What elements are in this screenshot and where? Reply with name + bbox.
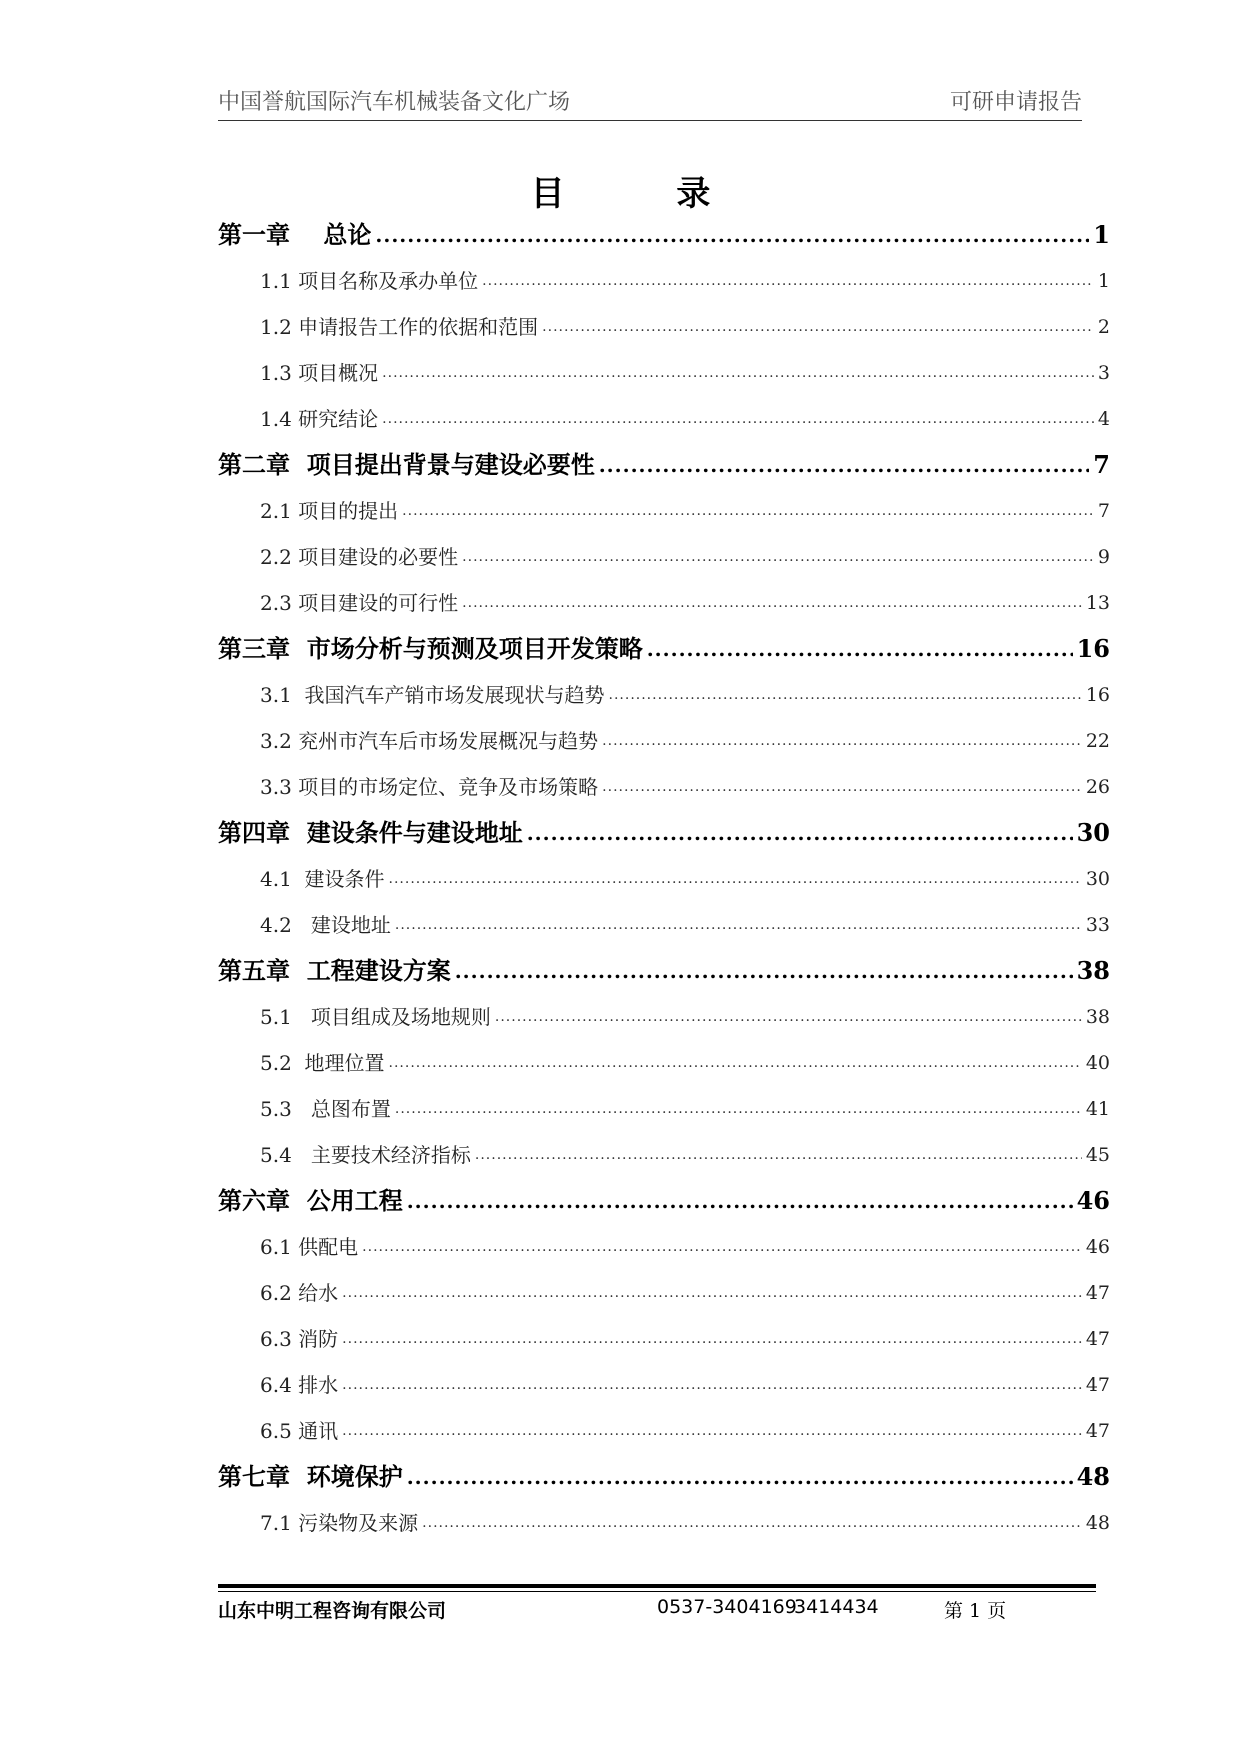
toc-section-entry[interactable] xyxy=(218,1362,1110,1408)
toc-dot-leader xyxy=(342,1408,1082,1454)
toc-entry-page: 16 xyxy=(1085,684,1110,706)
toc-entry-page: 1 xyxy=(1093,220,1110,249)
toc-entry-page: 47 xyxy=(1085,1282,1110,1304)
toc-dot-leader xyxy=(395,1086,1082,1132)
toc-entry-page: 9 xyxy=(1097,546,1110,568)
toc-entry-label: 第五章 工程建设方案 xyxy=(218,956,451,985)
toc-entry-page: 47 xyxy=(1085,1328,1110,1350)
toc-dot-leader xyxy=(482,258,1094,304)
toc-entry-label: 5.4 主要技术经济指标 xyxy=(260,1143,471,1167)
toc-dot-leader xyxy=(402,488,1094,534)
toc-entry-page: 4 xyxy=(1097,408,1110,430)
toc-entry-page: 26 xyxy=(1085,776,1110,798)
toc-entry-page: 46 xyxy=(1076,1186,1110,1215)
toc-dot-leader xyxy=(422,1500,1082,1546)
toc-entry-label: 第六章 公用工程 xyxy=(218,1186,403,1215)
toc-entry-page: 38 xyxy=(1085,1006,1110,1028)
toc-entry-label: 1.3 项目概况 xyxy=(260,361,379,385)
toc-dot-leader xyxy=(389,856,1082,902)
toc-entry-label: 1.2 申请报告工作的依据和范围 xyxy=(260,315,539,339)
toc-entry-label: 第一章 总论 xyxy=(218,220,372,249)
toc-entry-page: 48 xyxy=(1076,1462,1110,1491)
toc-entry-label: 2.3 项目建设的可行性 xyxy=(260,591,459,615)
toc-chapter-entry[interactable] xyxy=(218,626,1110,672)
toc-section-entry[interactable] xyxy=(218,902,1110,948)
toc-section-entry[interactable] xyxy=(218,304,1110,350)
toc-chapter-entry[interactable] xyxy=(218,1178,1110,1224)
toc-section-entry[interactable] xyxy=(218,396,1110,442)
toc-entry-label: 3.2 兖州市汽车后市场发展概况与趋势 xyxy=(260,729,599,753)
toc-entry-label: 第四章 建设条件与建设地址 xyxy=(218,818,523,847)
toc-section-entry[interactable] xyxy=(218,1500,1110,1546)
toc-section-entry[interactable] xyxy=(218,1086,1110,1132)
toc-section-entry[interactable] xyxy=(218,488,1110,534)
toc-entry-page: 30 xyxy=(1076,818,1110,847)
toc-dot-leader xyxy=(395,902,1082,948)
toc-entry-label: 1.1 项目名称及承办单位 xyxy=(260,269,479,293)
toc-chapter-entry[interactable] xyxy=(218,442,1110,488)
footer-company: 山东中明工程咨询有限公司 xyxy=(218,1600,447,1622)
toc-section-entry[interactable] xyxy=(218,350,1110,396)
toc-chapter-entry[interactable] xyxy=(218,948,1110,994)
toc-entry-label: 3.3 项目的市场定位、竞争及市场策略 xyxy=(260,775,599,799)
toc-section-entry[interactable] xyxy=(218,764,1110,810)
toc-section-entry[interactable] xyxy=(218,1040,1110,1086)
toc-dot-leader xyxy=(602,764,1082,810)
toc-dot-leader xyxy=(462,534,1094,580)
toc-entry-page: 2 xyxy=(1097,316,1110,338)
toc-entry-page: 7 xyxy=(1093,450,1110,479)
footer-page-number: 第 1 页 xyxy=(944,1600,1007,1622)
toc-entry-page: 7 xyxy=(1097,500,1110,522)
toc-section-entry[interactable] xyxy=(218,1224,1110,1270)
toc-dot-leader xyxy=(647,626,1073,672)
toc-entry-label: 6.5 通讯 xyxy=(260,1419,339,1443)
footer-phone-2: 3414434 xyxy=(794,1596,879,1618)
toc-chapter-entry[interactable] xyxy=(218,810,1110,856)
toc-entry-page: 30 xyxy=(1085,868,1110,890)
header-document-title: 中国誉航国际汽车机械装备文化广场 xyxy=(218,90,571,115)
toc-dot-leader xyxy=(462,580,1082,626)
toc-entry-page: 38 xyxy=(1076,956,1110,985)
toc-entry-page: 46 xyxy=(1085,1236,1110,1258)
header-report-type: 可研申请报告 xyxy=(949,90,1082,115)
toc-entry-page: 40 xyxy=(1085,1052,1110,1074)
toc-dot-leader xyxy=(542,304,1094,350)
toc-section-entry[interactable] xyxy=(218,856,1110,902)
toc-entry-page: 3 xyxy=(1097,362,1110,384)
toc-section-entry[interactable] xyxy=(218,1270,1110,1316)
toc-dot-leader xyxy=(609,672,1082,718)
toc-dot-leader xyxy=(599,442,1090,488)
toc-entry-page: 33 xyxy=(1085,914,1110,936)
page-header xyxy=(218,86,1082,121)
toc-entry-label: 2.2 项目建设的必要性 xyxy=(260,545,459,569)
toc-entry-label: 第三章 市场分析与预测及项目开发策略 xyxy=(218,634,643,663)
toc-entry-label: 第二章 项目提出背景与建设必要性 xyxy=(218,450,595,479)
toc-entry-label: 2.1 项目的提出 xyxy=(260,499,399,523)
toc-dot-leader xyxy=(455,948,1073,994)
toc-chapter-entry[interactable] xyxy=(218,1454,1110,1500)
toc-entry-page: 45 xyxy=(1085,1144,1110,1166)
toc-entry-label: 6.3 消防 xyxy=(260,1327,339,1351)
toc-dot-leader xyxy=(602,718,1082,764)
toc-entry-label: 4.1 建设条件 xyxy=(260,867,385,891)
toc-dot-leader xyxy=(342,1270,1082,1316)
toc-dot-leader xyxy=(475,1132,1082,1178)
toc-title: 目 录 xyxy=(530,174,761,214)
footer-divider xyxy=(218,1584,1096,1592)
toc-entry-label: 5.2 地理位置 xyxy=(260,1051,385,1075)
toc-section-entry[interactable] xyxy=(218,580,1110,626)
toc-dot-leader xyxy=(362,1224,1082,1270)
toc-entry-label: 6.1 供配电 xyxy=(260,1235,359,1259)
toc-dot-leader xyxy=(389,1040,1082,1086)
toc-section-entry[interactable] xyxy=(218,534,1110,580)
toc-entry-page: 13 xyxy=(1085,592,1110,614)
toc-dot-leader xyxy=(382,396,1094,442)
toc-section-entry[interactable] xyxy=(218,1316,1110,1362)
toc-section-entry[interactable] xyxy=(218,672,1110,718)
toc-dot-leader xyxy=(495,994,1082,1040)
toc-entry-page: 47 xyxy=(1085,1374,1110,1396)
toc-entry-label: 1.4 研究结论 xyxy=(260,407,379,431)
toc-entry-label: 5.3 总图布置 xyxy=(260,1097,391,1121)
toc-entry-label: 5.1 项目组成及场地规则 xyxy=(260,1005,491,1029)
toc-section-entry[interactable] xyxy=(218,1132,1110,1178)
toc-dot-leader xyxy=(407,1454,1073,1500)
toc-entry-label: 第七章 环境保护 xyxy=(218,1462,403,1491)
toc-entry-label: 7.1 污染物及来源 xyxy=(260,1511,419,1535)
toc-dot-leader xyxy=(382,350,1094,396)
toc-dot-leader xyxy=(342,1316,1082,1362)
toc-entry-label: 6.2 给水 xyxy=(260,1281,339,1305)
toc-dot-leader xyxy=(342,1362,1082,1408)
toc-section-entry[interactable] xyxy=(218,994,1110,1040)
toc-section-entry[interactable] xyxy=(218,718,1110,764)
toc-entry-page: 41 xyxy=(1085,1098,1110,1120)
toc-dot-leader xyxy=(375,212,1089,258)
toc-entry-page: 47 xyxy=(1085,1420,1110,1442)
toc-entry-page: 22 xyxy=(1085,730,1110,752)
toc-entry-label: 4.2 建设地址 xyxy=(260,913,391,937)
toc-entry-label: 3.1 我国汽车产销市场发展现状与趋势 xyxy=(260,683,605,707)
toc-entry-label: 6.4 排水 xyxy=(260,1373,339,1397)
toc-dot-leader xyxy=(527,810,1073,856)
toc-chapter-entry[interactable] xyxy=(218,212,1110,258)
toc-section-entry[interactable] xyxy=(218,1408,1110,1454)
toc-entry-page: 48 xyxy=(1085,1512,1110,1534)
footer-phone-1: 0537-3404169 xyxy=(657,1596,797,1618)
toc-entry-page: 16 xyxy=(1076,634,1110,663)
toc-section-entry[interactable] xyxy=(218,258,1110,304)
table-of-contents xyxy=(218,212,1110,1546)
toc-dot-leader xyxy=(407,1178,1073,1224)
toc-entry-page: 1 xyxy=(1097,270,1110,292)
